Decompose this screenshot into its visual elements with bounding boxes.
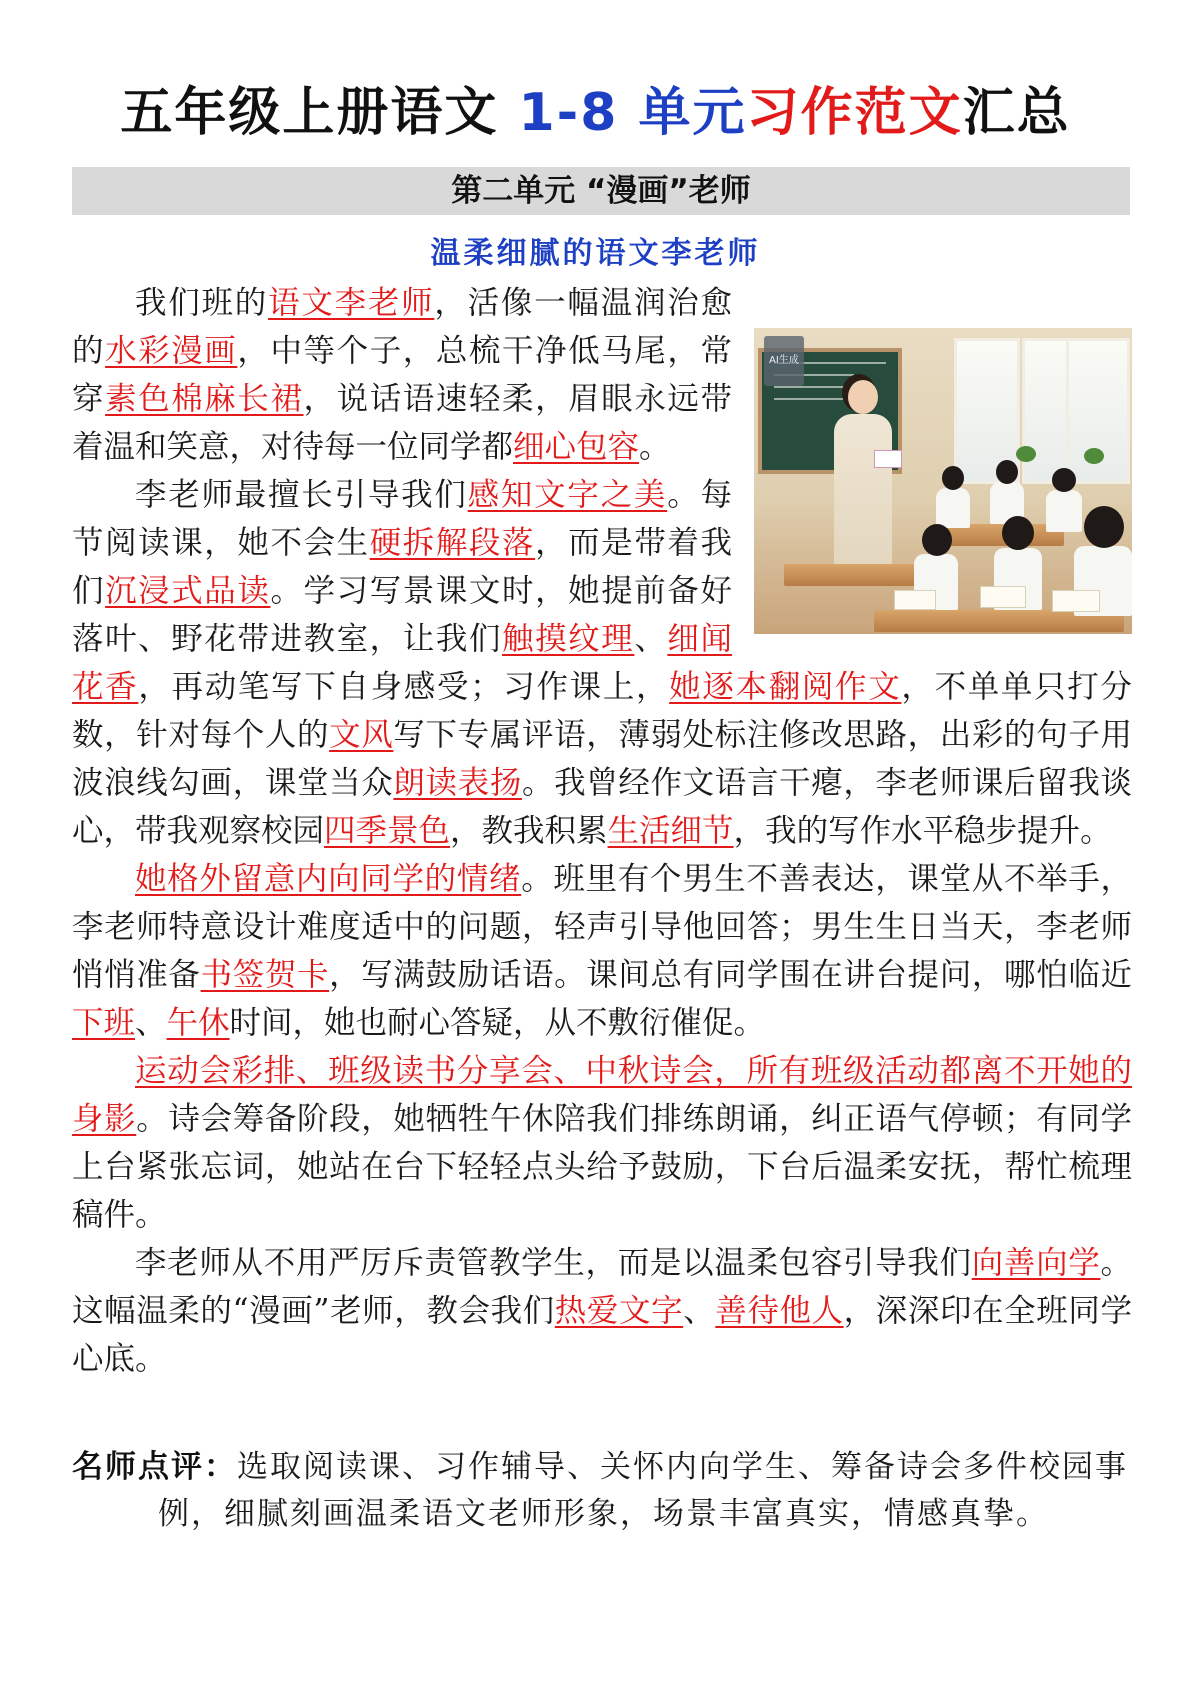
highlighted-phrase: 硬拆解段落: [369, 525, 536, 561]
text-segment: 、: [683, 1293, 716, 1329]
text-segment: ，中等个子，总梳干净低马尾，常穿: [72, 333, 732, 417]
text-segment: ，写满鼓励话语。课间总有同学围在讲台提问，哪怕临近: [329, 957, 1132, 993]
essay-title: 温柔细腻的语文李老师: [430, 236, 761, 271]
highlighted-phrase: 书签贺卡: [200, 957, 330, 993]
highlighted-phrase: 生活细节: [607, 813, 734, 849]
teacher-figure: [832, 380, 894, 580]
text-segment: ，不单单只打分数，针对每个人的: [72, 669, 1132, 753]
text-segment: ，而是带着我们: [72, 525, 732, 609]
student-icon: [922, 524, 952, 556]
essay-body: [72, 279, 1132, 1383]
student-icon: [942, 466, 964, 490]
highlighted-phrase: 朗读表扬: [393, 765, 522, 801]
student-icon: [996, 460, 1018, 484]
text-segment: 。: [639, 429, 671, 465]
text-segment: ，活像一幅温润治愈的: [72, 285, 732, 369]
unit-header: 第二单元 “漫画”老师: [72, 167, 1130, 215]
highlighted-phrase: 细心包容: [513, 429, 640, 465]
highlighted-phrase: 善待他人: [715, 1293, 844, 1329]
text-segment: 、: [135, 1005, 167, 1041]
text-segment: ，再动笔写下自身感受；习作课上，: [138, 669, 670, 705]
text-segment: 。班里有个男生不善表达，课堂从不举手，李老师特意设计难度适中的问题，轻声引导他回答；男生生日当天，李老师悄悄准备: [72, 861, 1132, 993]
highlighted-phrase: 触摸纹理: [502, 621, 635, 657]
text-segment: 。我曾经作文语言干瘪，李老师课后留我谈心，带我观察校园: [72, 765, 1132, 849]
highlighted-phrase: 水彩漫画: [105, 333, 238, 369]
page-title: [0, 78, 1191, 148]
highlighted-phrase: 向善向学: [971, 1245, 1101, 1281]
paragraph-4: [72, 1047, 1132, 1239]
text-segment: ，说话语速轻柔，眉眼永远带着温和笑意，对待每一位同学都: [72, 381, 732, 465]
highlighted-phrase: 四季景色: [324, 813, 451, 849]
text-segment: 李老师最擅长引导我们: [135, 477, 468, 513]
text-segment: 。这幅温柔的“漫画”老师，教会我们: [72, 1245, 1132, 1329]
text-segment: 、: [634, 621, 668, 657]
student-icon: [1002, 516, 1034, 550]
paragraph-5: [72, 1239, 1132, 1383]
review-text: 选取阅读课、习作辅导、关怀内向学生、筹备诗会多件校园事例，细腻刻画温柔语文老师形象，场景丰富真实，情感真挚。: [158, 1449, 1128, 1532]
title-part-1: 五年级上册语文: [120, 83, 519, 143]
highlighted-phrase: 细闻花香: [72, 621, 732, 705]
highlighted-phrase: 热爱文字: [554, 1293, 684, 1329]
text-segment: 李老师从不用严厉斥责管教学生，而是以温柔包容引导我们: [135, 1245, 972, 1281]
title-part-3: 习作范文: [746, 83, 963, 143]
title-part-4: 汇总: [962, 83, 1071, 143]
plant-icon: [1084, 448, 1104, 464]
text-segment: 。诗会筹备阶段，她牺牲午休陪我们排练朗诵，纠正语气停顿；有同学上台紧张忘词，她站在台下轻轻点头给予鼓励，下台后温柔安抚，帮忙梳理稿件。: [72, 1101, 1132, 1233]
text-segment: ，深深印在全班同学心底。: [72, 1293, 1132, 1377]
student-icon: [1052, 468, 1076, 492]
highlighted-phrase: 感知文字之美: [467, 477, 668, 513]
review-label: 名师点评：: [72, 1449, 237, 1485]
text-segment: ，教我积累: [450, 813, 608, 849]
text-segment: 。学习写景课文时，她提前备好落叶、野花带进教室，让我们: [72, 573, 732, 657]
highlighted-phrase: 午休: [166, 1005, 230, 1041]
text-segment: 写下专属评语，薄弱处标注修改思路，出彩的句子用波浪线勾画，课堂当众: [72, 717, 1132, 801]
highlighted-phrase: 沉浸式品读: [105, 573, 271, 609]
highlighted-phrase: 下班: [72, 1005, 136, 1041]
highlighted-phrase: 运动会彩排、班级读书分享会、中秋诗会，所有班级活动都离不开她的身影: [72, 1053, 1132, 1137]
classroom-photo: [754, 328, 1132, 634]
ai-generated-tag: AI生成: [764, 336, 804, 386]
text-segment: ，我的写作水平稳步提升。: [733, 813, 1112, 849]
desk-icon: [784, 564, 934, 586]
title-part-2: 1-8 单元: [518, 83, 747, 143]
highlighted-phrase: 素色棉麻长裙: [105, 381, 304, 417]
highlighted-phrase: 她格外留意内向同学的情绪: [135, 861, 522, 897]
text-segment: 我们班的: [135, 285, 269, 321]
plant-icon: [1016, 446, 1036, 462]
text-segment: 时间，她也耐心答疑，从不敷衍催促。: [229, 1005, 766, 1041]
highlighted-phrase: 她逐本翻阅作文: [669, 669, 902, 705]
highlighted-phrase: 文风: [329, 717, 394, 753]
text-segment: 。每节阅读课，她不会生: [72, 477, 732, 561]
student-icon: [1084, 506, 1124, 548]
highlighted-phrase: 语文李老师: [268, 285, 435, 321]
paragraph-3: [72, 855, 1132, 1047]
teacher-review: [72, 1444, 1130, 1538]
